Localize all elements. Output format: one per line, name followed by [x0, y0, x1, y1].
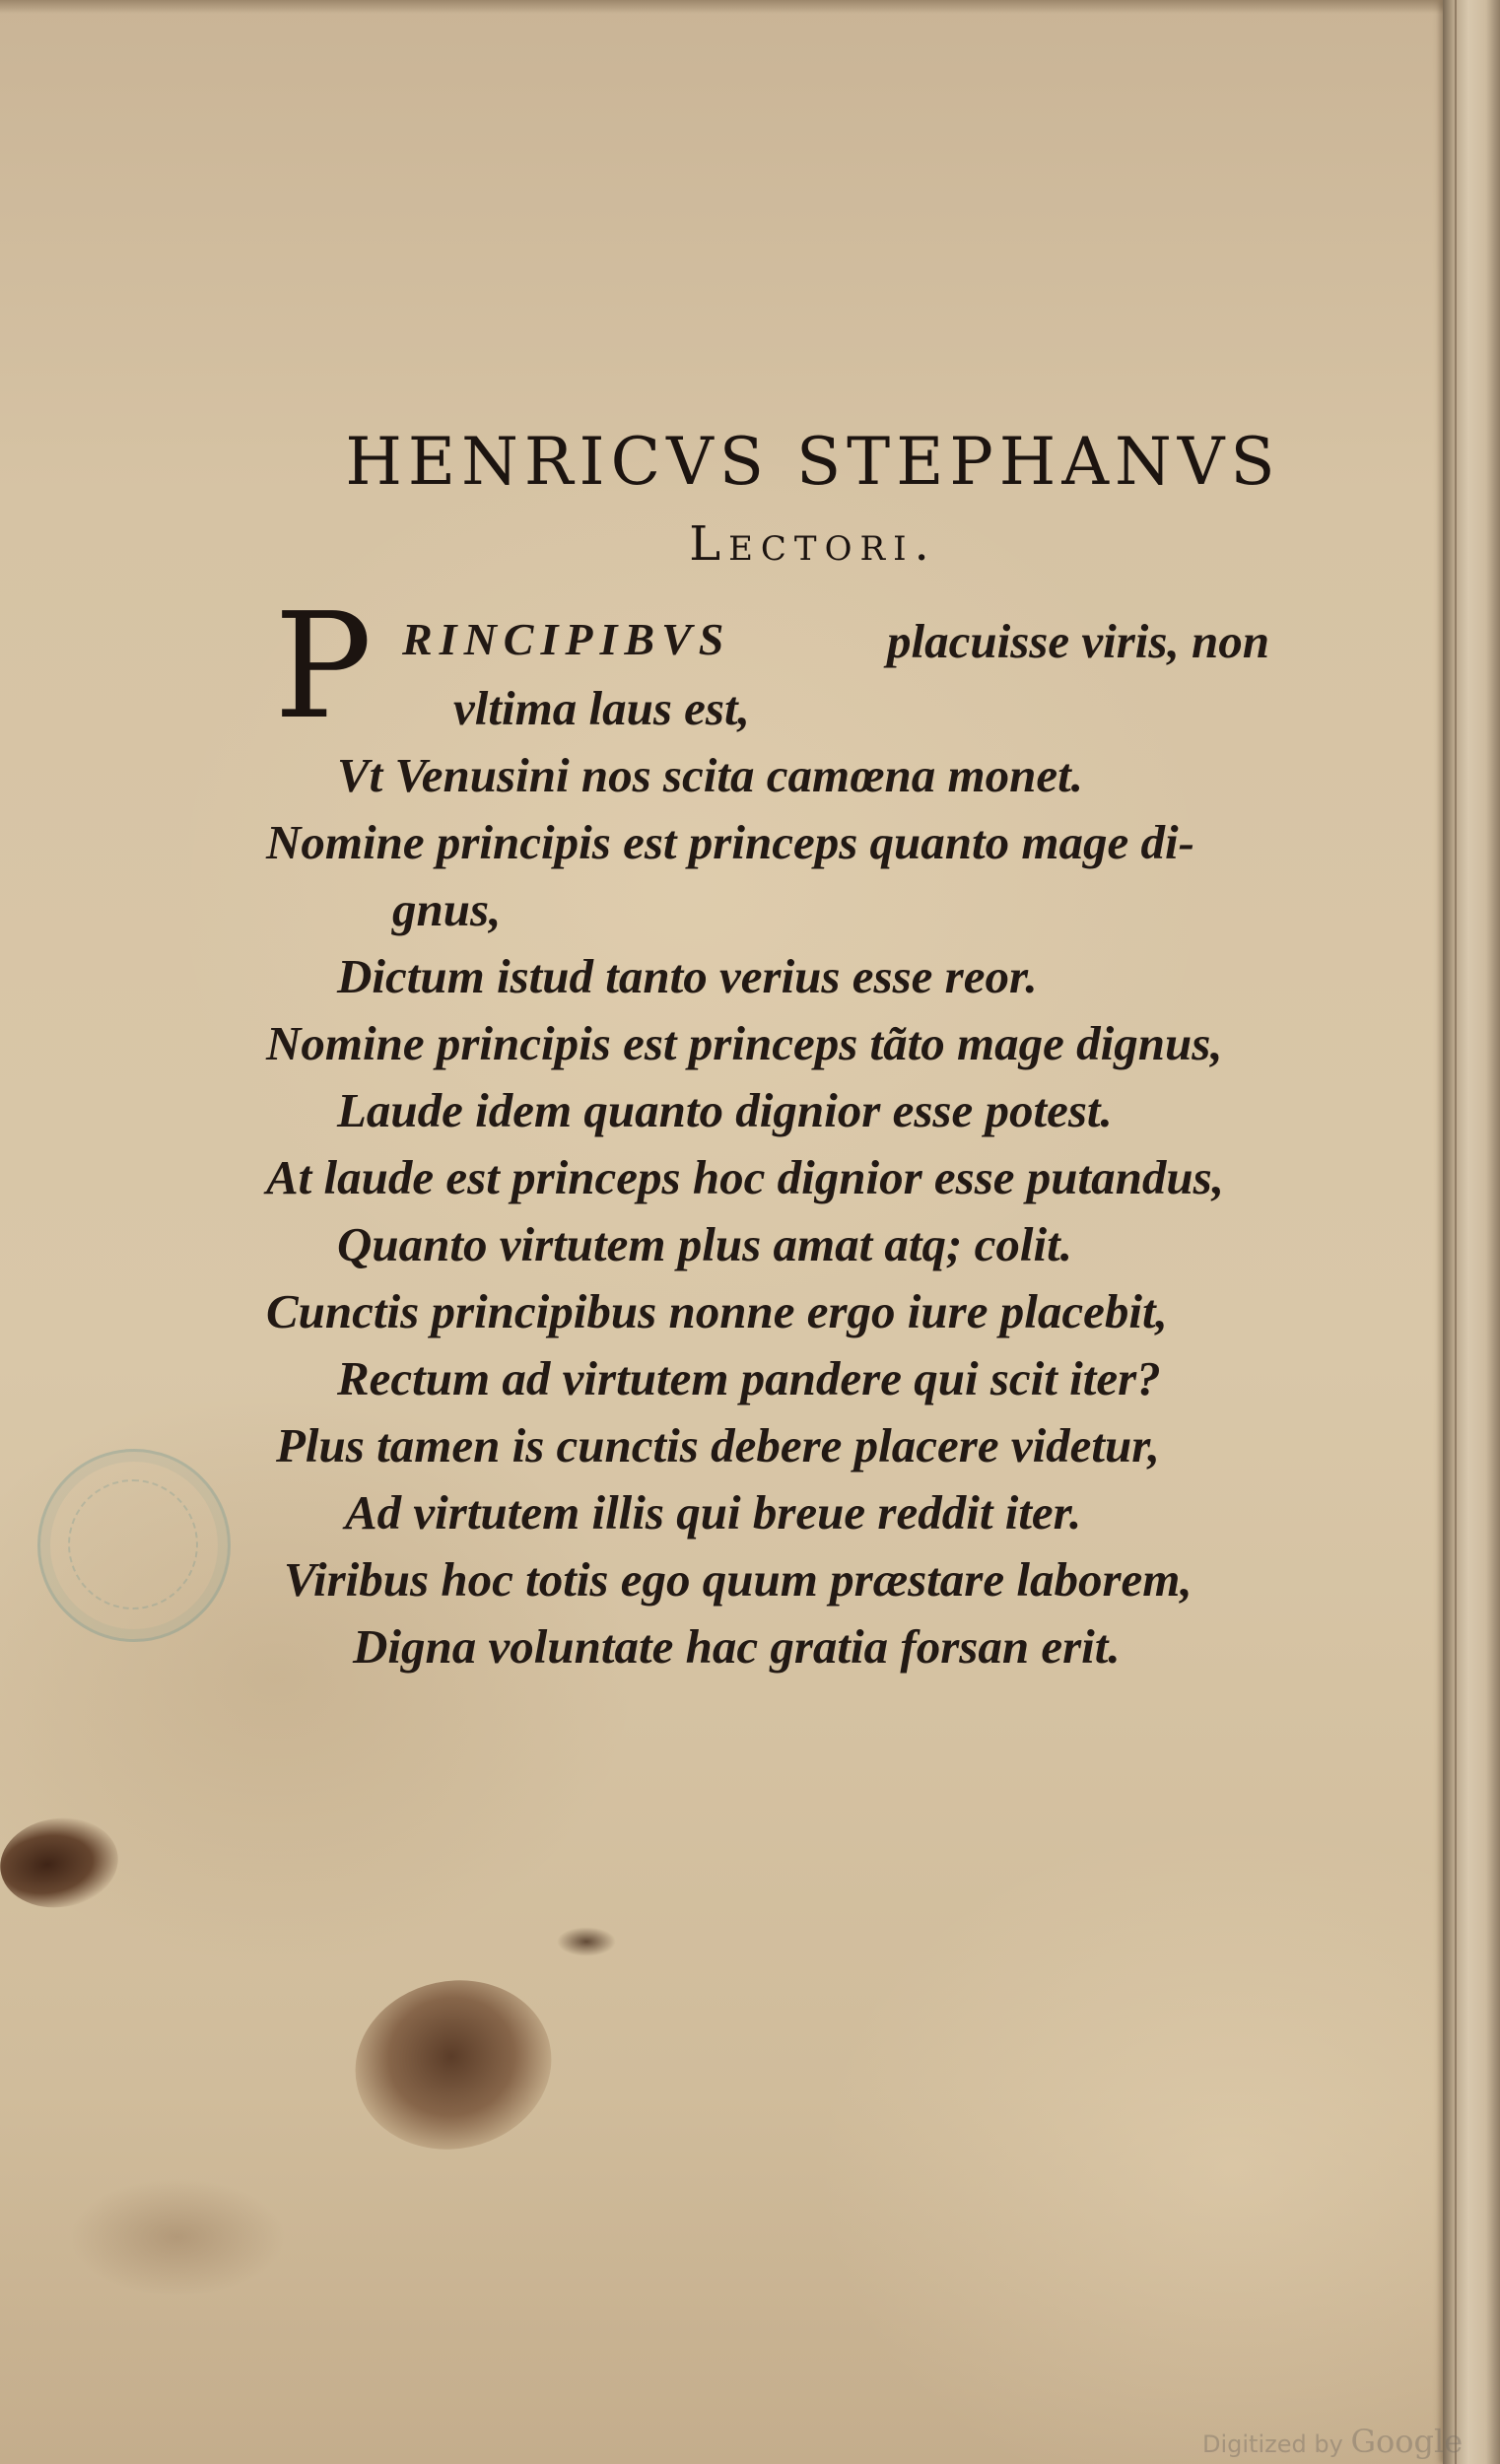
verse-line: Nomine principis est princeps quanto mage di-: [266, 815, 1194, 869]
verse-line: Ad virtutem illis qui breue reddit iter.: [345, 1485, 1082, 1540]
verse-line: Vt Venusini nos scita camœna monet.: [337, 748, 1083, 802]
drop-capital: P: [274, 582, 373, 751]
verse-line: At laude est princeps hoc dignior esse putandus,: [266, 1150, 1224, 1204]
verse-line: RINCIPIBVS: [402, 614, 731, 664]
page-fore-edge: [1443, 0, 1500, 2464]
ink-stain-left-margin: [0, 1811, 124, 1915]
ink-stain-large: [340, 1962, 568, 2167]
page-title: HENRICVS STEPHANVS: [345, 424, 1281, 500]
verse-line: Viribus hoc totis ego quum præstare laborem,: [284, 1552, 1193, 1607]
verse-line: placuisse viris, non: [887, 614, 1269, 668]
verse-line: Nomine principis est princeps tãto mage dignus,: [266, 1016, 1223, 1070]
verse-line: Plus tamen is cunctis debere placere videtur,: [276, 1418, 1160, 1472]
library-stamp-inner-ring: [68, 1479, 198, 1609]
foxing-stain: [69, 2178, 286, 2296]
verse-line: Dictum istud tanto verius esse reor.: [337, 949, 1038, 1003]
page-subtitle: Lectori.: [689, 516, 937, 572]
watermark-brand: Google: [1350, 2423, 1464, 2460]
watermark-prefix: Digitized by: [1202, 2430, 1343, 2458]
verse-line: Rectum ad virtutem pandere qui scit iter?: [337, 1351, 1161, 1405]
digitization-watermark: [1202, 2423, 1463, 2460]
faded-library-stamp: [37, 1449, 231, 1642]
verse-line: vltima laus est,: [453, 681, 750, 735]
ink-speckles: [557, 1927, 616, 1956]
verse-line: Quanto virtutem plus amat atq; colit.: [337, 1217, 1072, 1271]
verse-line: Cunctis principibus nonne ergo iure placebit,: [266, 1284, 1168, 1338]
verse-line: Digna voluntate hac gratia forsan erit.: [353, 1619, 1121, 1674]
verse-line: Laude idem quanto dignior esse potest.: [337, 1083, 1113, 1137]
verse-line: gnus,: [392, 882, 502, 936]
page-fore-edge-line: [1455, 0, 1457, 2464]
page-top-edge: [0, 0, 1500, 14]
